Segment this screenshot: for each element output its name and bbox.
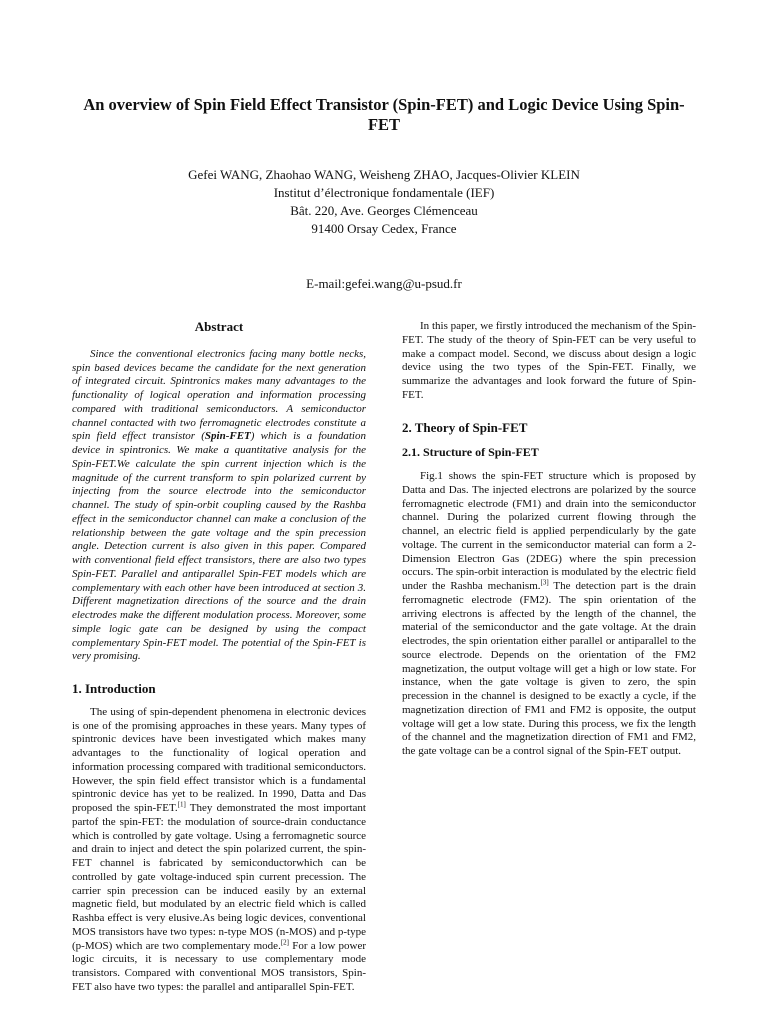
structure-text-part-a: Fig.1 shows the spin-FET structure which is proposed by Datta and Das. The injected electrons are polarized by the source ferromagnetic electrode (FM1) and drain into the semiconductor channel. During the polarized current flowing through the channel, an electric field is applied perpendicularly by the gate voltage. The current in the semiconductor material can form a 2-Dimension Electron Gas (2DEG) where the spin precession occurs. The spin-orbit interaction is modulated by the electric field under the Rashba mechanism. [402, 470, 696, 592]
author-address-line-2: 91400 Orsay Cedex, France [311, 221, 457, 236]
structure-subheading: 2.1. Structure of Spin-FET [402, 445, 539, 460]
right-column [402, 320, 696, 759]
author-address-line-1: Bât. 220, Ave. Georges Clémenceau [290, 203, 478, 218]
abstract-bold-term: Spin-FET [204, 430, 251, 443]
citation-2: [2] [280, 937, 289, 946]
abstract-text-part-b: ) which is a foundation device in spintronics. We make a quantitative analysis for the Spin-FET.We calculate the spin current injection which is the magnitude of the current transform to spin polarized current by injecting from the source electrode into the semiconductor channel. The study of spin-orbit coupling caused by the Rashba effect in the semiconductor channel can make a conclusion of the relationship between the gate voltage and the spin precession angle. Detection current is also given in this paper. Compared with conventional field effect transistors, there are also two types Spin-FET. Parallel and antiparallel Spin-FET models which are complementary with each other have been introduced at section 3. Different magnetization directions of the source and the drain electrodes make the different modulation process. Moreover, some simple logic gate can be designed by using the compact complementary Spin-FET model. The potential of the Spin-FET is very promising. [72, 430, 366, 663]
abstract-text [72, 348, 366, 664]
citation-3: [3] [540, 578, 549, 587]
intro-text-part-a: The using of spin-dependent phenomena in electronic devices is one of the promising approaches in these years. Many types of spintronic devices have been investigated which makes many advantages to the functionality of logical operation and information processing compared with traditional semiconductors. However, the spin field effect transistor which is a fundamental spintronic device has yet to be realized. In 1990, Datta and Das proposed the spin-FET. [72, 705, 366, 814]
intro-text-part-c: For a low power logic circuits, it is necessary to use complementary mode transistors. Compared with conventional MOS transistors, Spin-FET also have two types: the parallel and antiparallel Spin-FET. [72, 939, 367, 993]
theory-heading: 2. Theory of Spin-FET [402, 419, 528, 435]
author-institute: Institut d’électronique fondamentale (IEF) [273, 185, 495, 200]
intro-text-part-b: They demonstrated the most important partof the spin-FET: the modulation of source-drain conductance which is controlled by gate voltage. Using a ferromagnetic source and drain to inject and detect the spin polarized current, the spin-FET channel is fabricated by semiconductorwhich can be controlled by gate voltage-induced spin current precession. The carrier spin precession can be induced easily by an external magnetic field, but modulated by an electric field which is called Rashba effect is very elusive.As being logic devices, conventional MOS transistors have two types: n-type MOS (n-MOS) and p-type (p-MOS) which are two complementary mode. [72, 802, 366, 952]
left-column [72, 320, 366, 995]
abstract-text-part-a: Since the conventional electronics facing many bottle necks, spin based devices became the candidate for the next generation of integrated circuit. Spintronics makes many advantages to the functionality of logical operation and information processing compared with traditional semiconductors. A semiconductor channel contacted with two ferromagnetic electrodes constitute a spin field effect transistor ( [72, 347, 366, 443]
structure-paragraph [402, 470, 696, 759]
citation-1: [1] [177, 800, 186, 809]
author-names: Gefei WANG, Zhaohao WANG, Weisheng ZHAO, Jacques-Olivier KLEIN [188, 167, 580, 182]
paper-title: An overview of Spin Field Effect Transistor (Spin-FET) and Logic Device Using Spin-FET [83, 95, 685, 134]
abstract-heading: Abstract [194, 319, 244, 334]
structure-text-part-b: The detection part is the drain ferromagnetic electrode (FM2). The spin orientation of the arriving electrons is affected by the length of the channel, the material of the semiconductor and the gate voltage. At the drain electrodes, the spin orientation either parallel or antiparallel to the source electrode. Depends on the orientation of the FM2 magnetization, the output voltage will get a high or low state. For instance, when the gate voltage is given to zero, the spin precession in the channel is designed to be exactly a cycle, if the magnetization direction of FM1 and FM2 is opposite, the output voltage will get a low state. During this process, we fix the length of the channel and the magnetization direction of FM1 and FM2, the gate voltage can be a control signal of the Spin-FET output. [402, 580, 696, 757]
author-email: E-mail:gefei.wang@u-psud.fr [306, 276, 462, 291]
author-block [60, 166, 708, 238]
intro-heading: 1. Introduction [72, 681, 156, 696]
intro-paragraph-1 [72, 706, 366, 995]
intro-paragraph-2: In this paper, we firstly introduced the mechanism of the Spin-FET. The study of the theory of Spin-FET can be very useful to make a compact model. Second, we discuss about design a logic device using the two types of the Spin-FET. Finally, we summarize the advantages and look forward the future of Spin-FET. [402, 320, 696, 401]
